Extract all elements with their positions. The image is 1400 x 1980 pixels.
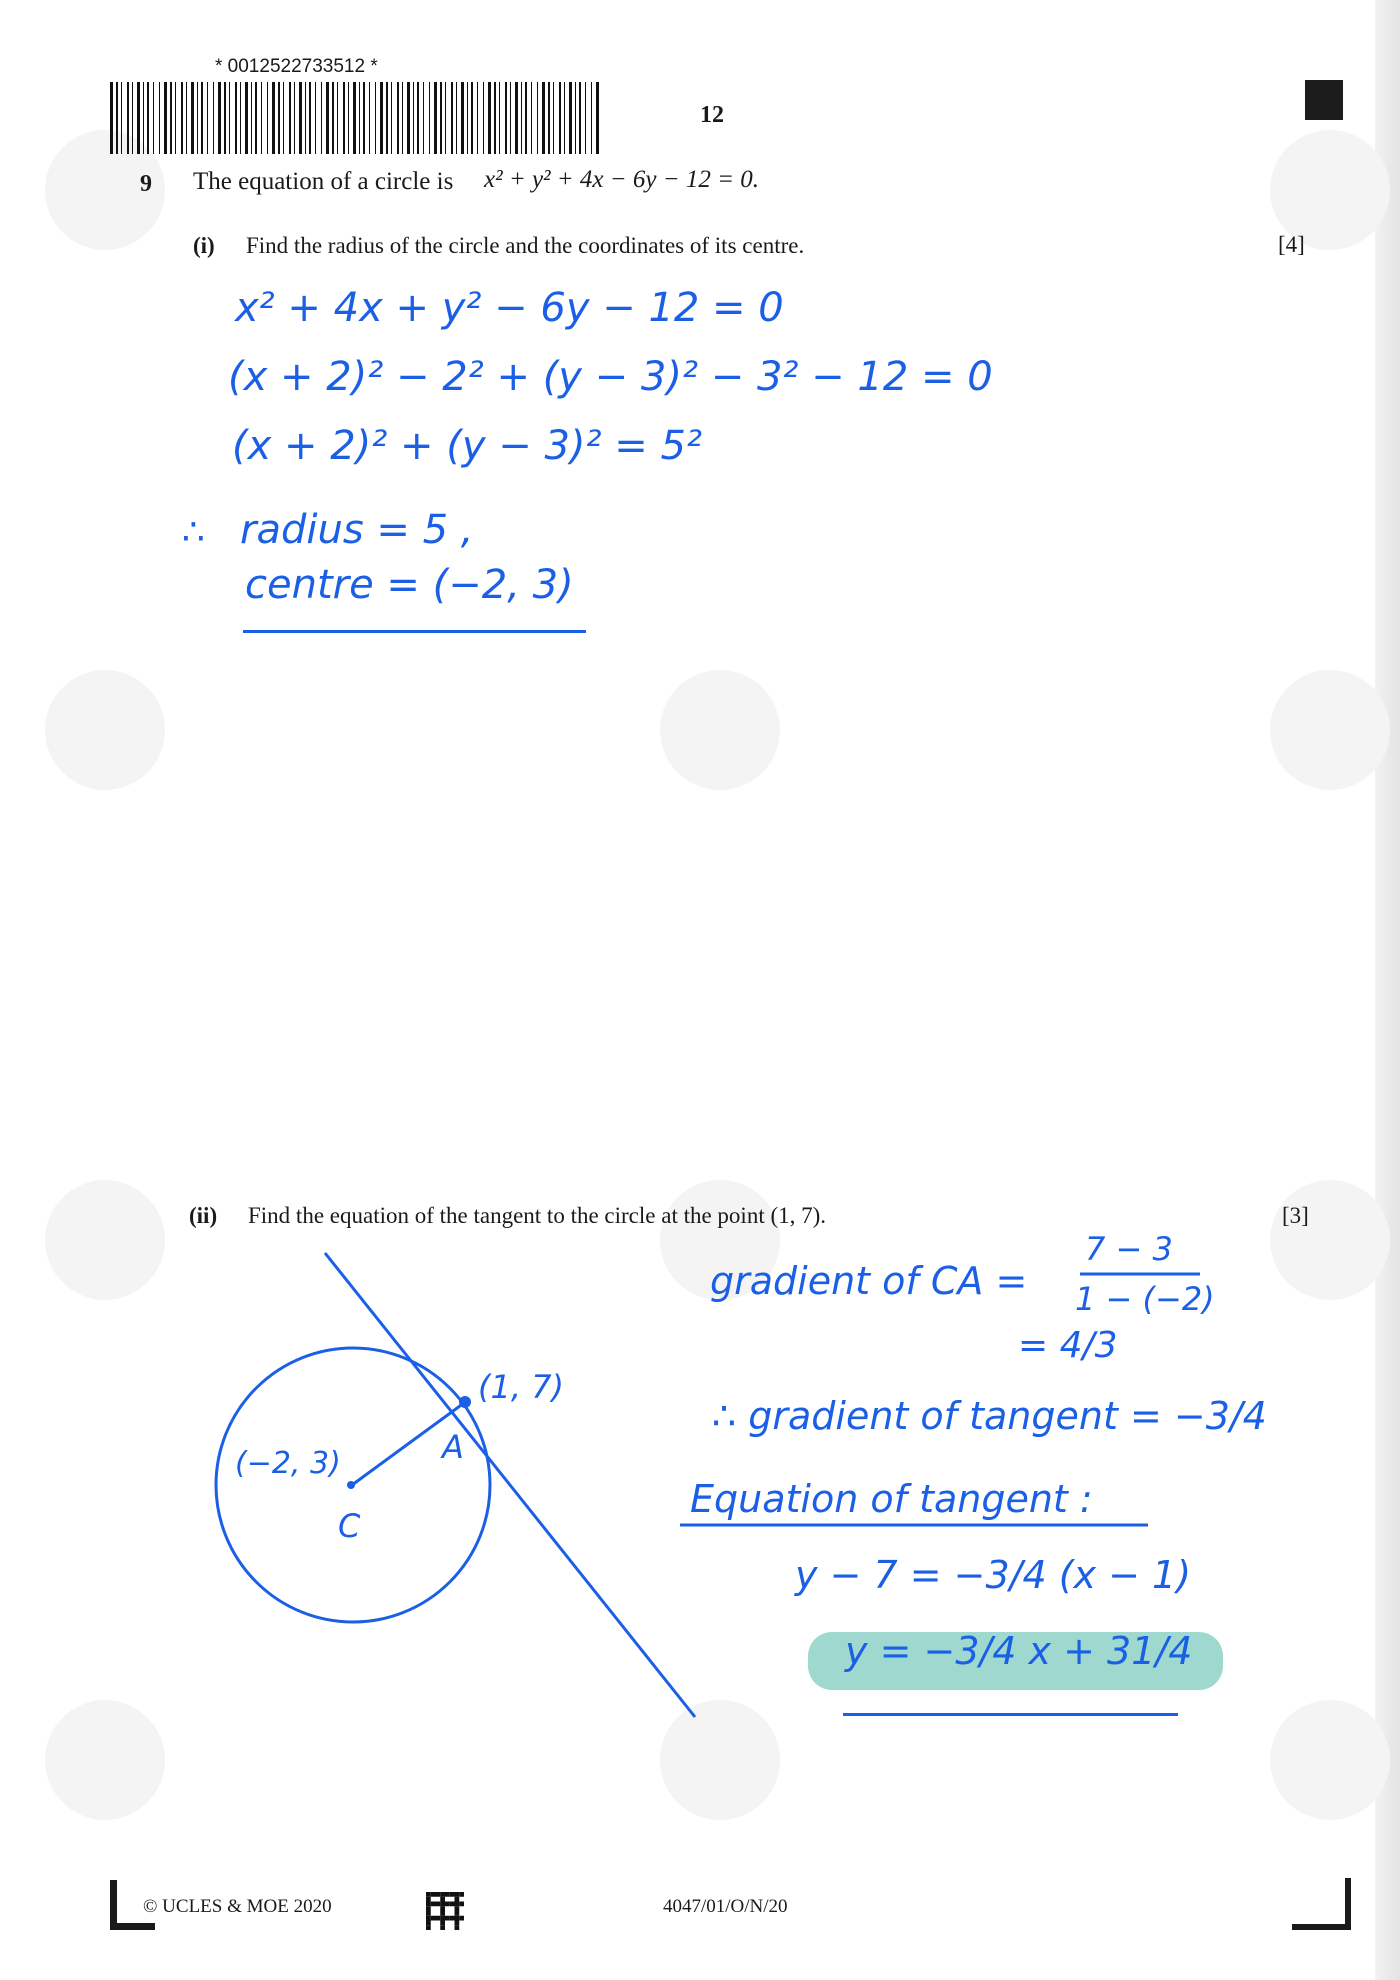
barcode-bar <box>353 82 356 154</box>
barcode-bar <box>494 82 496 154</box>
barcode-bar <box>591 82 592 154</box>
barcode-bar <box>451 82 453 154</box>
part-ii-text: Find the equation of the tangent to the circle at the point (1, 7). <box>248 1203 827 1228</box>
barcode-bar <box>343 82 345 154</box>
barcode-bar <box>537 82 538 154</box>
barcode-bar <box>359 82 360 154</box>
centre-coords: (−2, 3) <box>235 1446 341 1481</box>
barcode-bar <box>326 82 329 154</box>
barcode-bar <box>375 82 376 154</box>
scan-edge-shadow <box>1375 0 1400 1980</box>
barcode-bar <box>332 82 334 154</box>
qr-cell <box>455 1916 460 1921</box>
barcode-bar <box>585 82 586 154</box>
barcode-bar <box>186 82 187 154</box>
question-stem: The equation of a circle is <box>193 168 454 195</box>
qr-code <box>426 1892 464 1930</box>
gradient-ca-label: gradient of CA = <box>710 1259 1028 1303</box>
barcode-bar <box>386 82 388 154</box>
barcode-bar <box>207 82 208 154</box>
part-ii-label: (ii) <box>189 1203 218 1228</box>
qr-cell <box>440 1897 445 1902</box>
qr-cell <box>431 1892 436 1897</box>
barcode-bar <box>116 82 118 154</box>
barcode-bar <box>283 82 284 154</box>
qr-cell <box>440 1911 445 1916</box>
qr-cell <box>450 1902 455 1907</box>
qr-cell <box>426 1902 431 1907</box>
barcode-bar <box>505 82 507 154</box>
barcode-bar <box>164 82 167 154</box>
part-i-text: Find the radius of the circle and the coordinates of its centre. <box>246 233 805 258</box>
barcode-bar <box>110 82 113 154</box>
barcode-bar <box>321 82 322 154</box>
barcode-bar <box>434 82 437 154</box>
barcode-bar <box>525 82 527 154</box>
barcode-bar <box>564 82 565 154</box>
final-answer: y = −3/4 x + 31/4 <box>845 1629 1193 1673</box>
barcode-bar <box>337 82 338 154</box>
barcode-bar <box>218 82 221 154</box>
qr-cell <box>459 1916 464 1921</box>
qr-cell <box>426 1916 431 1921</box>
part-ii-marks: [3] <box>1282 1203 1309 1228</box>
barcode-bar <box>175 82 176 154</box>
barcode-bar <box>559 82 561 154</box>
barcode-bar <box>521 82 522 154</box>
barcode-bar <box>483 82 484 154</box>
barcode-bar <box>499 82 500 154</box>
qr-cell <box>426 1906 431 1911</box>
barcode-bar <box>488 82 491 154</box>
question-number: 9 <box>140 171 152 197</box>
barcode-bar <box>515 82 518 154</box>
qr-cell <box>426 1911 431 1916</box>
qr-cell <box>440 1916 445 1921</box>
qr-cell <box>440 1902 445 1907</box>
barcode-bar <box>294 82 295 154</box>
barcode-bar <box>391 82 392 154</box>
barcode-bar <box>417 82 419 154</box>
gradient-ca-value: = 4/3 <box>1018 1325 1118 1366</box>
qr-cell <box>426 1921 431 1926</box>
barcode-bar <box>579 82 581 154</box>
barcode-bar <box>240 82 241 154</box>
qr-cell <box>445 1902 450 1907</box>
barcode-bar <box>213 82 214 154</box>
watermark-logo <box>1270 670 1390 790</box>
barcode-bar <box>461 82 464 154</box>
qr-cell <box>455 1906 460 1911</box>
qr-cell <box>455 1921 460 1926</box>
barcode-bar <box>278 82 280 154</box>
point-a-dot <box>459 1396 471 1408</box>
watermark-logo <box>660 670 780 790</box>
barcode-bar <box>224 82 226 154</box>
page-number: 12 <box>700 102 724 128</box>
barcode-bar <box>235 82 237 154</box>
qr-cell <box>440 1892 445 1897</box>
watermark-logo <box>1270 1700 1390 1820</box>
circle-equation: x² + y² + 4x − 6y − 12 = 0. <box>484 166 759 193</box>
barcode-bar <box>510 82 511 154</box>
barcode-bar <box>315 82 316 154</box>
barcode-bar <box>201 82 203 154</box>
barcode-bar <box>272 82 275 154</box>
crop-mark-right-base <box>1292 1924 1351 1930</box>
qr-cell <box>436 1916 441 1921</box>
barcode-bar <box>445 82 446 154</box>
part-i-label: (i) <box>193 233 215 258</box>
barcode-bar <box>413 82 414 154</box>
barcode-bar <box>170 82 172 154</box>
working-line-2: (x + 2)² − 2² + (y − 3)² − 3² − 12 = 0 <box>228 354 993 400</box>
barcode-bar <box>127 82 129 154</box>
centre-dot <box>347 1481 355 1489</box>
qr-cell <box>459 1892 464 1897</box>
crop-mark-right <box>1345 1878 1351 1930</box>
barcode-bar <box>132 82 133 154</box>
therefore-symbol: ∴ <box>182 512 205 553</box>
barcode-bar <box>467 82 468 154</box>
barcode-bar <box>143 82 144 154</box>
barcode-bar <box>363 82 365 154</box>
barcode-bar <box>197 82 198 154</box>
barcode-bar <box>153 82 154 154</box>
barcode-bar <box>261 82 262 154</box>
qr-cell <box>426 1925 431 1930</box>
final-answer-underline <box>843 1713 1178 1716</box>
barcode-bar <box>397 82 399 154</box>
qr-cell <box>459 1902 464 1907</box>
barcode-bar <box>569 82 572 154</box>
barcode-bar <box>553 82 554 154</box>
barcode-bar <box>181 82 183 154</box>
radius-answer: radius = 5 , <box>240 507 474 553</box>
barcode-bar <box>245 82 248 154</box>
barcode-bar <box>121 82 122 154</box>
qr-cell <box>450 1892 455 1897</box>
qr-cell <box>455 1925 460 1930</box>
barcode-bar <box>289 82 291 154</box>
barcode-bar <box>407 82 410 154</box>
barcode-bar <box>348 82 349 154</box>
barcode-bar <box>440 82 442 154</box>
gradient-ca-numerator: 7 − 3 <box>1085 1230 1173 1268</box>
qr-cell <box>455 1911 460 1916</box>
gradient-tangent: ∴ gradient of tangent = −3/4 <box>712 1394 1267 1438</box>
barcode-bar <box>429 82 430 154</box>
working-line-1: x² + 4x + y² − 6y − 12 = 0 <box>235 285 784 331</box>
qr-cell <box>445 1892 450 1897</box>
qr-cell <box>445 1916 450 1921</box>
centre-answer: centre = (−2, 3) <box>245 562 574 608</box>
barcode-bar <box>531 82 532 154</box>
barcode-bar <box>305 82 306 154</box>
barcode-bar <box>309 82 311 154</box>
qr-cell <box>440 1921 445 1926</box>
registration-mark <box>1305 80 1343 120</box>
qr-cell <box>450 1916 455 1921</box>
gradient-ca-denominator: 1 − (−2) <box>1075 1280 1215 1318</box>
qr-cell <box>440 1925 445 1930</box>
qr-cell <box>431 1902 436 1907</box>
crop-mark-left-base <box>110 1923 155 1930</box>
part-i-marks: [4] <box>1278 232 1305 257</box>
point-slope-equation: y − 7 = −3/4 (x − 1) <box>795 1553 1192 1597</box>
barcode-bar <box>229 82 230 154</box>
barcode-bar <box>255 82 257 154</box>
barcode-bar <box>596 82 599 154</box>
barcode-bar <box>471 82 473 154</box>
watermark-logo <box>45 670 165 790</box>
barcode <box>110 82 605 154</box>
watermark-logo <box>45 1700 165 1820</box>
tangent-diagram <box>190 1245 750 1745</box>
working-line-3: (x + 2)² + (y − 3)² = 5² <box>232 423 702 469</box>
barcode-bar <box>380 82 383 154</box>
barcode-bar <box>147 82 149 154</box>
part-ii-solution <box>680 1222 1340 1692</box>
barcode-bar <box>477 82 478 154</box>
barcode-bar <box>267 82 268 154</box>
barcode-bar <box>369 82 370 154</box>
centre-label: C <box>338 1507 361 1545</box>
barcode-bar <box>548 82 550 154</box>
qr-cell <box>440 1906 445 1911</box>
paper-code: 4047/01/O/N/20 <box>663 1896 788 1917</box>
copyright: © UCLES & MOE 2020 <box>143 1896 332 1917</box>
equation-heading: Equation of tangent : <box>690 1477 1093 1521</box>
barcode-bar <box>423 82 424 154</box>
barcode-bar <box>251 82 252 154</box>
barcode-bar <box>191 82 194 154</box>
watermark-logo <box>45 1180 165 1300</box>
qr-cell <box>436 1902 441 1907</box>
qr-cell <box>426 1892 431 1897</box>
qr-cell <box>436 1892 441 1897</box>
barcode-bar <box>137 82 140 154</box>
barcode-bar <box>402 82 403 154</box>
qr-cell <box>426 1897 431 1902</box>
barcode-bar <box>456 82 457 154</box>
qr-cell <box>455 1892 460 1897</box>
qr-cell <box>455 1897 460 1902</box>
point-a-coords: (1, 7) <box>478 1368 565 1406</box>
point-a-label: A <box>442 1428 464 1466</box>
barcode-bar <box>299 82 302 154</box>
tangent-line <box>325 1253 695 1717</box>
barcode-number: * 0012522733512 * <box>215 56 378 77</box>
qr-cell <box>431 1916 436 1921</box>
barcode-bar <box>542 82 545 154</box>
barcode-bar <box>575 82 576 154</box>
answer-underline <box>243 630 586 633</box>
barcode-bar <box>159 82 160 154</box>
qr-cell <box>455 1902 460 1907</box>
